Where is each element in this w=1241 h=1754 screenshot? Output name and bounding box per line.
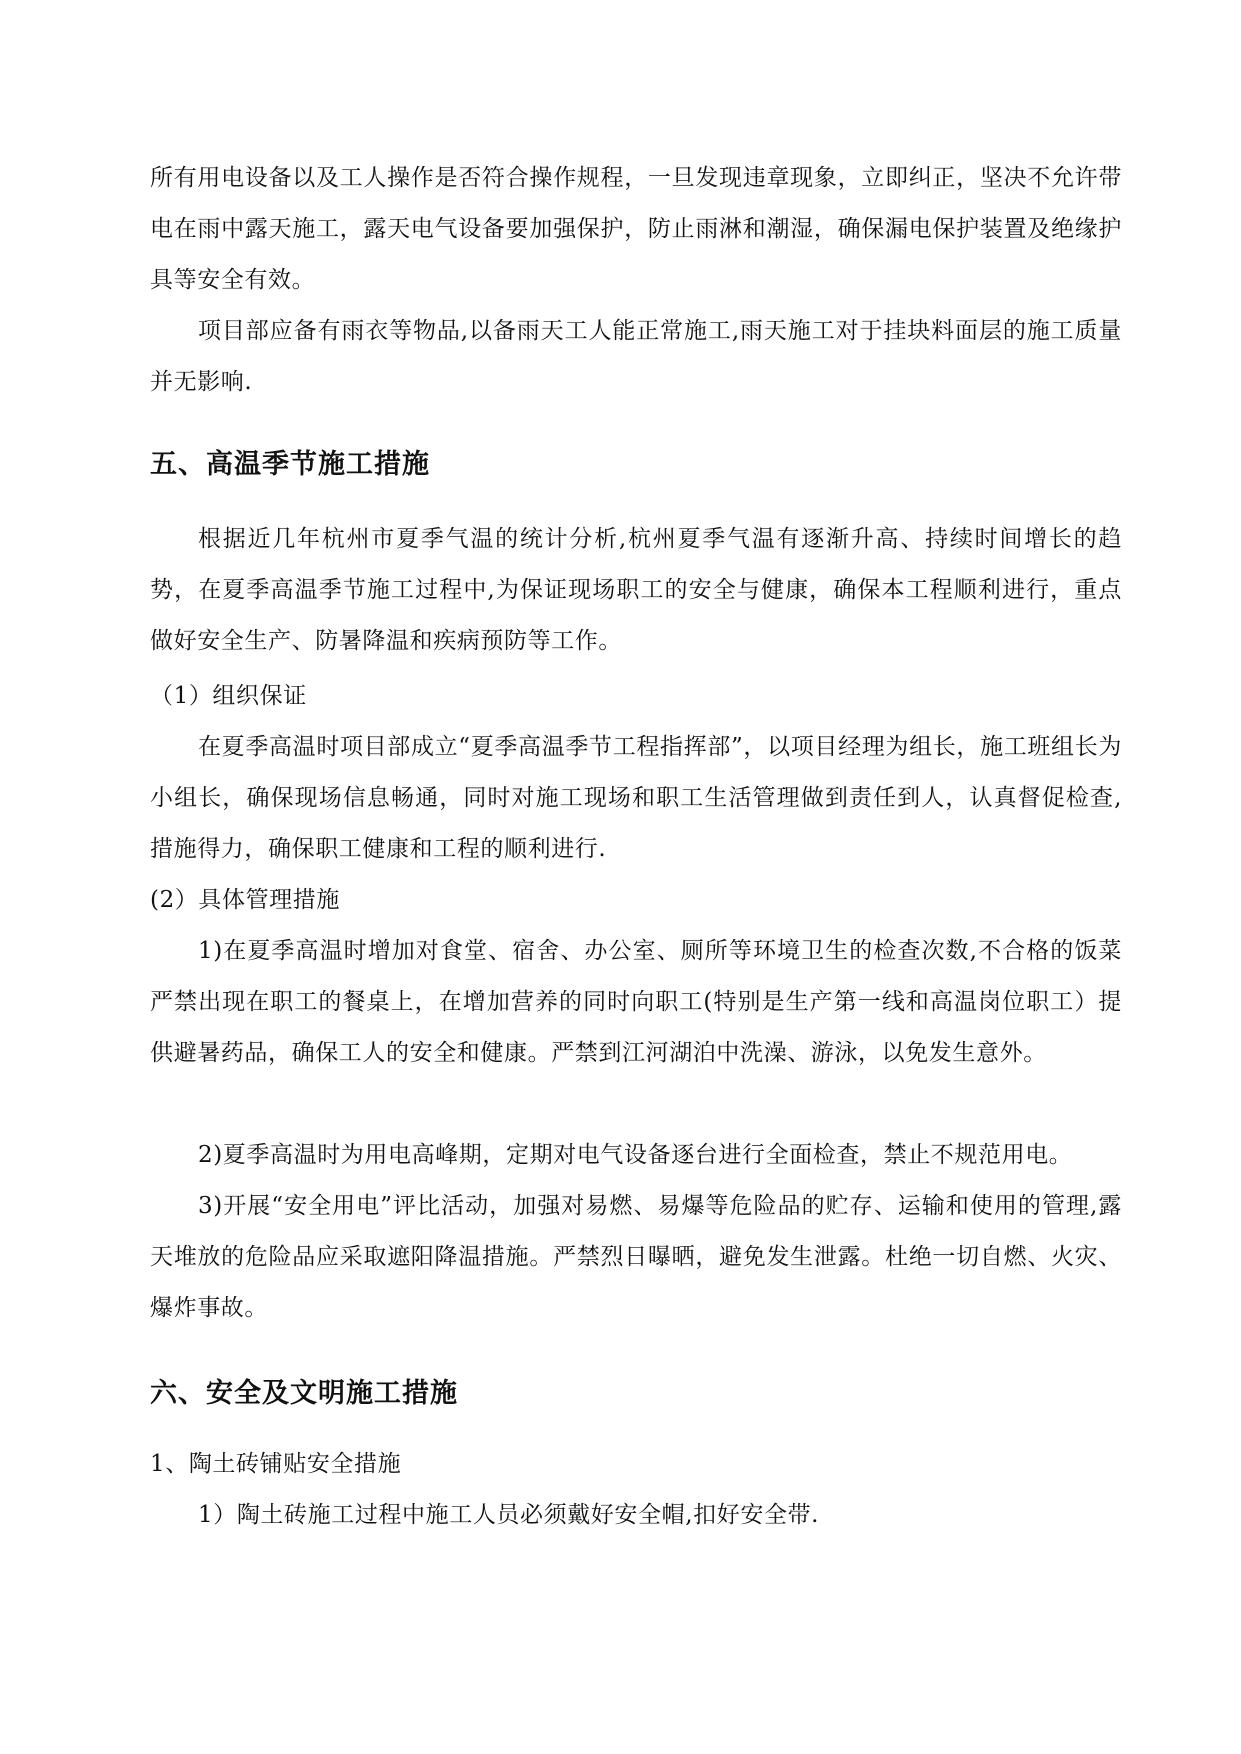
paragraph-high-temp-intro: 根据近几年杭州市夏季气温的统计分析,杭州夏季气温有逐渐升高、持续时间增长的趋势，在夏季高温季节施工过程中,为保证现场职工的安全与健康，确保本工程顺利进行，重点做好安全生产、防暑降温和疾病预防等工作。: [150, 526, 1122, 654]
subheading-tile-safety: 1、陶土砖铺贴安全措施: [150, 1451, 402, 1477]
list-item-helmet: 1）陶土砖施工过程中施工人员必须戴好安全帽,扣好安全带.: [198, 1502, 820, 1528]
paragraph-electrical-safety: 所有用电设备以及工人操作是否符合操作规程，一旦发现违章现象，立即纠正，坚决不允许带电在雨中露天施工，露天电气设备要加强保护，防止雨淋和潮湿，确保漏电保护装置及绝缘护具等安全有效。: [150, 165, 1122, 293]
heading-section-5: 五、高温季节施工措施: [150, 449, 430, 480]
list-item-electrical-check: 2)夏季高温时为用电高峰期，定期对电气设备逐台进行全面检查，禁止不规范用电。: [198, 1142, 1073, 1168]
list-item-hygiene: 1)在夏季高温时增加对食堂、宿舍、办公室、厕所等环境卫生的检查次数,不合格的饭菜严禁出现在职工的餐桌上，在增加营养的同时向职工(特别是生产第一线和高温岗位职工）提供避暑药品，确保工人的安全和健康。严禁到江河湖泊中洗澡、游泳，以免发生意外。: [150, 938, 1122, 1066]
paragraph-organization: 在夏季高温时项目部成立“夏季高温季节工程指挥部”，以项目经理为组长，施工班组长为小组长，确保现场信息畅通，同时对施工现场和职工生活管理做到责任到人，认真督促检查,措施得力，确保职工健康和工程的顺利进行.: [150, 734, 1122, 862]
heading-section-6: 六、安全及文明施工措施: [150, 1378, 458, 1409]
subheading-management: (2）具体管理措施: [150, 887, 341, 913]
list-item-safe-electricity: 3)开展“安全用电”评比活动，加强对易燃、易爆等危险品的贮存、运输和使用的管理,露天堆放的危险品应采取遮阳降温措施。严禁烈日曝晒，避免发生泄露。杜绝一切自燃、火灾、爆炸事故。: [150, 1193, 1122, 1321]
subheading-organization: （1）组织保证: [150, 683, 307, 709]
paragraph-raincoat: 项目部应备有雨衣等物品,以备雨天工人能正常施工,雨天施工对于挂块料面层的施工质量并无影响.: [150, 318, 1122, 395]
